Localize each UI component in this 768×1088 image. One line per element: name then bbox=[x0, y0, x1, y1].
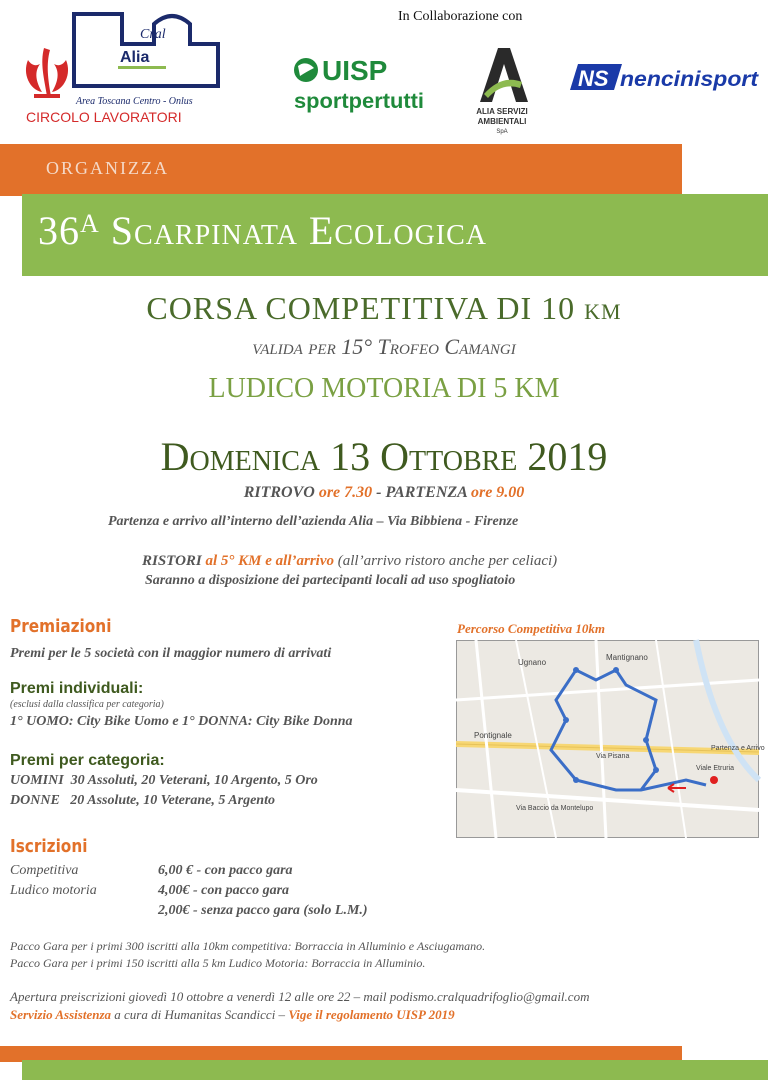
ristori-note: (all’arrivo ristoro anche per celiaci) bbox=[334, 553, 558, 569]
premi-individuali: 1° UOMO: City Bike Uomo e 1° DONNA: City Bike Donna bbox=[10, 714, 353, 729]
map-title: Percorso Competitiva 10km bbox=[457, 621, 606, 636]
premi-societa: Premi per le 5 società con il maggior numero di arrivati bbox=[10, 646, 332, 661]
premi-donne: DONNE 20 Assolute, 10 Veterane, 5 Argento bbox=[10, 793, 275, 808]
alia-servizi-logo bbox=[470, 44, 534, 140]
svg-text:UISP: UISP bbox=[322, 55, 388, 86]
uisp-logo bbox=[292, 50, 430, 120]
regolamento-uisp: Vige il regolamento UISP 2019 bbox=[288, 1007, 455, 1022]
fleur-de-lis-icon bbox=[26, 48, 68, 98]
pacco-gara-ludico: Pacco Gara per i primi 150 iscritti alla 5 km Ludico Motoria: Borraccia in Alluminio. bbox=[10, 956, 426, 970]
partenza-label: PARTENZA bbox=[385, 484, 471, 501]
premi-individuali-note: (esclusi dalla classifica per categoria) bbox=[10, 699, 164, 710]
partenza-info: Partenza e arrivo all’interno dell’azienda Alia – Via Bibbiena - Firenze bbox=[108, 514, 519, 529]
svg-text:AMBIENTALI: AMBIENTALI bbox=[477, 117, 527, 126]
iscrizione-label-ludico: Ludico motoria bbox=[10, 883, 97, 898]
organizza-label: ORGANIZZA bbox=[46, 158, 169, 178]
svg-text:Via Pisana: Via Pisana bbox=[596, 753, 630, 760]
start-finish-pin-icon bbox=[710, 776, 718, 784]
corsa-competitiva-heading: CORSA COMPETITIVA DI 10 km bbox=[146, 290, 622, 326]
svg-text:Via Baccio da Montelupo: Via Baccio da Montelupo bbox=[516, 805, 594, 812]
title-superscript: A bbox=[80, 209, 100, 238]
svg-text:Viale Etruria: Viale Etruria bbox=[696, 765, 735, 772]
svg-text:NS: NS bbox=[578, 66, 609, 91]
route-map-graphic bbox=[456, 640, 765, 838]
svg-text:Ugnano: Ugnano bbox=[518, 658, 547, 667]
svg-text:SpA: SpA bbox=[496, 129, 508, 135]
ritrovo-time: ore 7.30 bbox=[318, 484, 373, 501]
iscrizione-price-competitiva: 6,00 € - con pacco gara bbox=[158, 863, 293, 878]
ludico-motoria-heading: LUDICO MOTORIA DI 5 KM bbox=[208, 373, 560, 404]
svg-text:sportpertutti: sportpertutti bbox=[294, 90, 424, 113]
footer-green-band bbox=[22, 1060, 768, 1080]
svg-text:Area Toscana Centro - Onlus: Area Toscana Centro - Onlus bbox=[76, 96, 193, 107]
separator: - bbox=[372, 484, 386, 501]
event-date: Domenica 13 Ottobre 2019 bbox=[160, 434, 608, 479]
event-title bbox=[38, 207, 487, 254]
svg-text:ALIA SERVIZI: ALIA SERVIZI bbox=[476, 107, 528, 116]
svg-text:nencinisport: nencinisport bbox=[620, 68, 760, 91]
premi-categoria-title: Premi per categoria: bbox=[10, 752, 165, 769]
svg-text:Pontignale: Pontignale bbox=[474, 731, 512, 740]
ristori-label: RISTORI bbox=[142, 553, 206, 569]
ristori-line bbox=[142, 553, 557, 570]
premi-uomini: UOMINI 30 Assoluti, 20 Veterani, 10 Argento, 5 Oro bbox=[10, 773, 318, 788]
iscrizione-price-ludico: 4,00€ - con pacco gara bbox=[158, 883, 290, 898]
apertura-preiscrizioni: Apertura preiscrizioni giovedì 10 ottobre a venerdì 12 alle ore 22 – mail podismo.cralquadrifoglio@gmail.com bbox=[10, 989, 590, 1004]
cral-alia-logo bbox=[22, 8, 232, 130]
nencinisport-logo bbox=[570, 60, 760, 96]
title-text: Scarpinata Ecologica bbox=[99, 208, 488, 253]
pacco-gara-competitiva: Pacco Gara per i primi 300 iscritti alla 10km competitiva: Borraccia in Alluminio e Asciugamano. bbox=[10, 939, 486, 953]
premi-individuali-title: Premi individuali: bbox=[10, 680, 144, 697]
iscrizioni-title: Iscrizioni bbox=[10, 836, 88, 857]
route-map bbox=[456, 640, 765, 838]
premiazioni-title: Premiazioni bbox=[10, 616, 112, 637]
servizio-assistenza-label: Servizio Assistenza bbox=[10, 1007, 112, 1022]
svg-text:Alia: Alia bbox=[120, 49, 150, 66]
iscrizione-price-senza-pacco: 2,00€ - senza pacco gara (solo L.M.) bbox=[158, 903, 368, 918]
cral-logo-graphic bbox=[22, 8, 232, 130]
svg-text:Cral: Cral bbox=[140, 27, 166, 42]
partenza-time: ore 9.00 bbox=[470, 484, 525, 501]
spogliatoio-info: Saranno a disposizione dei partecipanti locali ad uso spogliatoio bbox=[145, 573, 516, 588]
collaboration-label: In Collaborazione con bbox=[398, 9, 523, 24]
ritrovo-label: RITROVO bbox=[243, 484, 319, 501]
svg-text:CIRCOLO LAVORATORI: CIRCOLO LAVORATORI bbox=[26, 109, 182, 125]
svg-text:Mantignano: Mantignano bbox=[606, 653, 648, 662]
servizio-assistenza-line bbox=[10, 1007, 455, 1023]
iscrizione-label-competitiva: Competitiva bbox=[10, 863, 79, 878]
ristori-where: al 5° KM e all’arrivo bbox=[205, 553, 335, 569]
svg-text:Partenza e Arrivo: Partenza e Arrivo bbox=[711, 745, 765, 752]
servizio-assistenza-text: a cura di Humanitas Scandicci – bbox=[111, 1007, 289, 1022]
ritrovo-partenza-line bbox=[0, 484, 768, 502]
trofeo-subtitle: valida per 15° Trofeo Camangi bbox=[252, 334, 516, 359]
title-number: 36 bbox=[38, 208, 80, 253]
